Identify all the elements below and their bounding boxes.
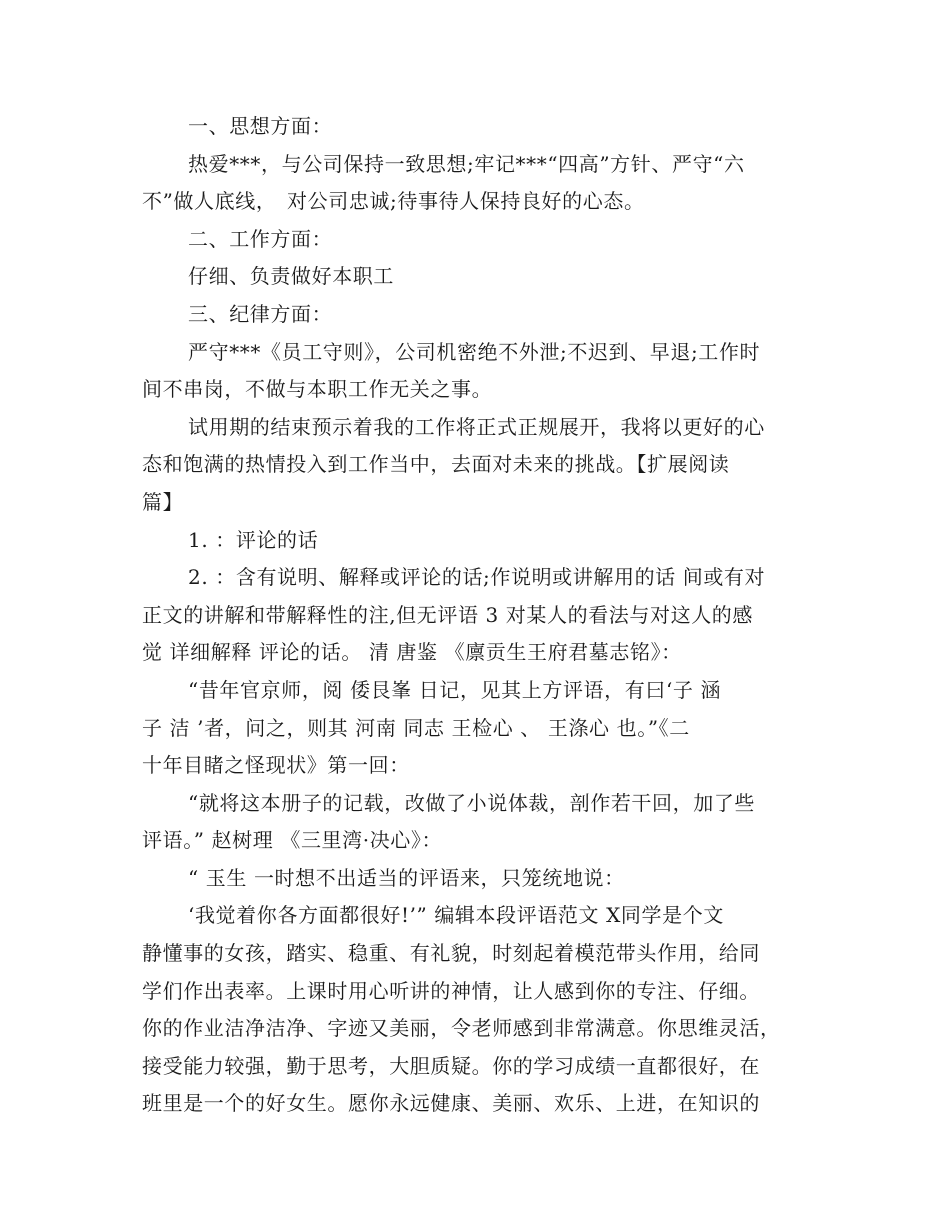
text-line: 学们作出表率。上课时用心听讲的神情，让人感到你的专注、仔细。 xyxy=(142,978,760,1003)
text-line: 十年目睹之怪现状》第一回： xyxy=(142,753,410,778)
text-line: 2. ：含有说明、解释或评论的话;作说明或讲解用的话 间或有对 xyxy=(188,565,766,590)
text-line: 二、工作方面： xyxy=(188,226,333,251)
text-line: 热爱***，与公司保持一致思想;牢记***“四高”方针、严守“六 xyxy=(188,151,745,176)
text-line: “就将这本册子的记载，改做了小说体裁，剖作若干回，加了些 xyxy=(188,790,756,815)
text-line: 态和饱满的热情投入到工作当中，去面对未来的挑战。【扩展阅读 xyxy=(142,452,730,477)
text-line: 试用期的结束预示着我的工作将正式正规展开，我将以更好的心 xyxy=(188,414,765,439)
text-line: 正文的讲解和带解释性的注,但无评语 3 对某人的看法与对这人的感 xyxy=(142,602,753,627)
text-line: 评语。” 赵树理 《三里湾·决心》： xyxy=(142,828,443,853)
document-body xyxy=(142,108,810,1123)
text-line: 篇】 xyxy=(142,489,184,514)
text-line: 子 洁 ’者，问之，则其 河南 同志 王检心 、 王涤心 也。”《二 xyxy=(142,715,690,740)
text-line: “昔年官京师，阅 倭艮峯 日记，见其上方评语，有曰‘子 涵 xyxy=(188,677,722,702)
text-line: “ 玉生 一时想不出适当的评语来，只笼统地说： xyxy=(188,865,625,890)
text-line: 严守***《员工守则》，公司机密绝不外泄;不迟到、早退;工作时 xyxy=(188,339,761,364)
text-line: 静懂事的女孩，踏实、稳重、有礼貌，时刻起着模范带头作用，给同 xyxy=(142,941,760,966)
text-line: 你的作业洁净洁净、字迹又美丽，令老师感到非常满意。你思维灵活， xyxy=(142,1016,781,1041)
document-page xyxy=(142,108,810,1123)
text-line: 不”做人底线， 对公司忠诚;待事待人保持良好的心态。 xyxy=(142,189,645,214)
text-line: 三、纪律方面： xyxy=(188,301,333,326)
text-line: 一、思想方面： xyxy=(188,114,333,138)
text-line: 觉 详细解释 评论的话。 清 唐鉴 《廪贡生王府君墓志铭》： xyxy=(142,640,682,665)
text-line: 间不串岗，不做与本职工作无关之事。 xyxy=(142,377,493,402)
text-line: 接受能力较强，勤于思考，大胆质疑。你的学习成绩一直都很好，在 xyxy=(142,1053,760,1078)
text-line: 仔细、负责做好本职工 xyxy=(188,264,394,289)
text-line: ‘我觉着你各方面都很好!’” 编辑本段评语范文 X同学是个文 xyxy=(188,903,724,928)
text-line: 班里是一个的好女生。愿你永远健康、美丽、欢乐、上进，在知识的 xyxy=(142,1091,760,1116)
text-line: 1. ：评论的话 xyxy=(188,527,319,552)
